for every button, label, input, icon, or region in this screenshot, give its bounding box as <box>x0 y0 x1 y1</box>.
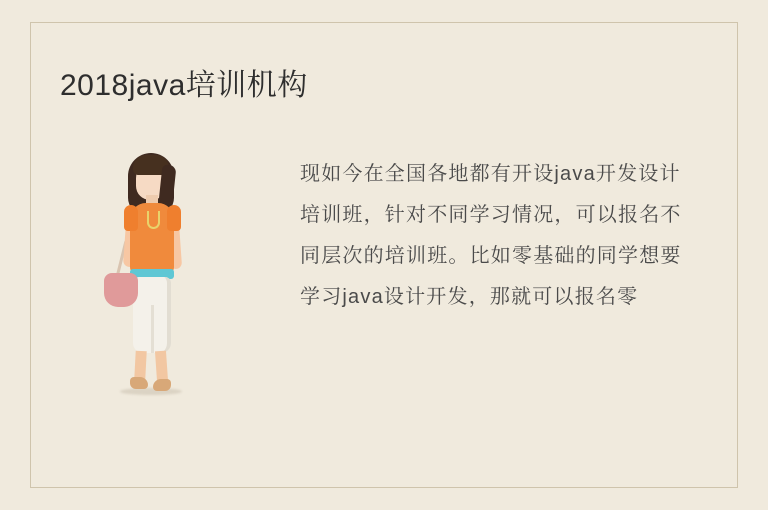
article-body: 现如今在全国各地都有开设java开发设计培训班，针对不同学习情况，可以报名不同层次的培训班。比如零基础的同学想要学习java设计开发，那就可以报名零 <box>300 163 682 308</box>
left-sleeve <box>124 205 138 231</box>
handbag <box>104 273 138 307</box>
leg-gap <box>151 305 154 353</box>
figure-shadow <box>120 388 182 395</box>
right-shin <box>155 351 168 382</box>
illustration-woman-with-handbag <box>90 145 230 405</box>
right-shoe <box>153 379 171 391</box>
necklace <box>147 211 160 229</box>
article-content <box>60 140 708 450</box>
left-shin <box>134 351 146 380</box>
right-sleeve <box>167 205 181 231</box>
page-title: 2018java培训机构 <box>60 69 308 102</box>
left-shoe <box>130 377 148 389</box>
